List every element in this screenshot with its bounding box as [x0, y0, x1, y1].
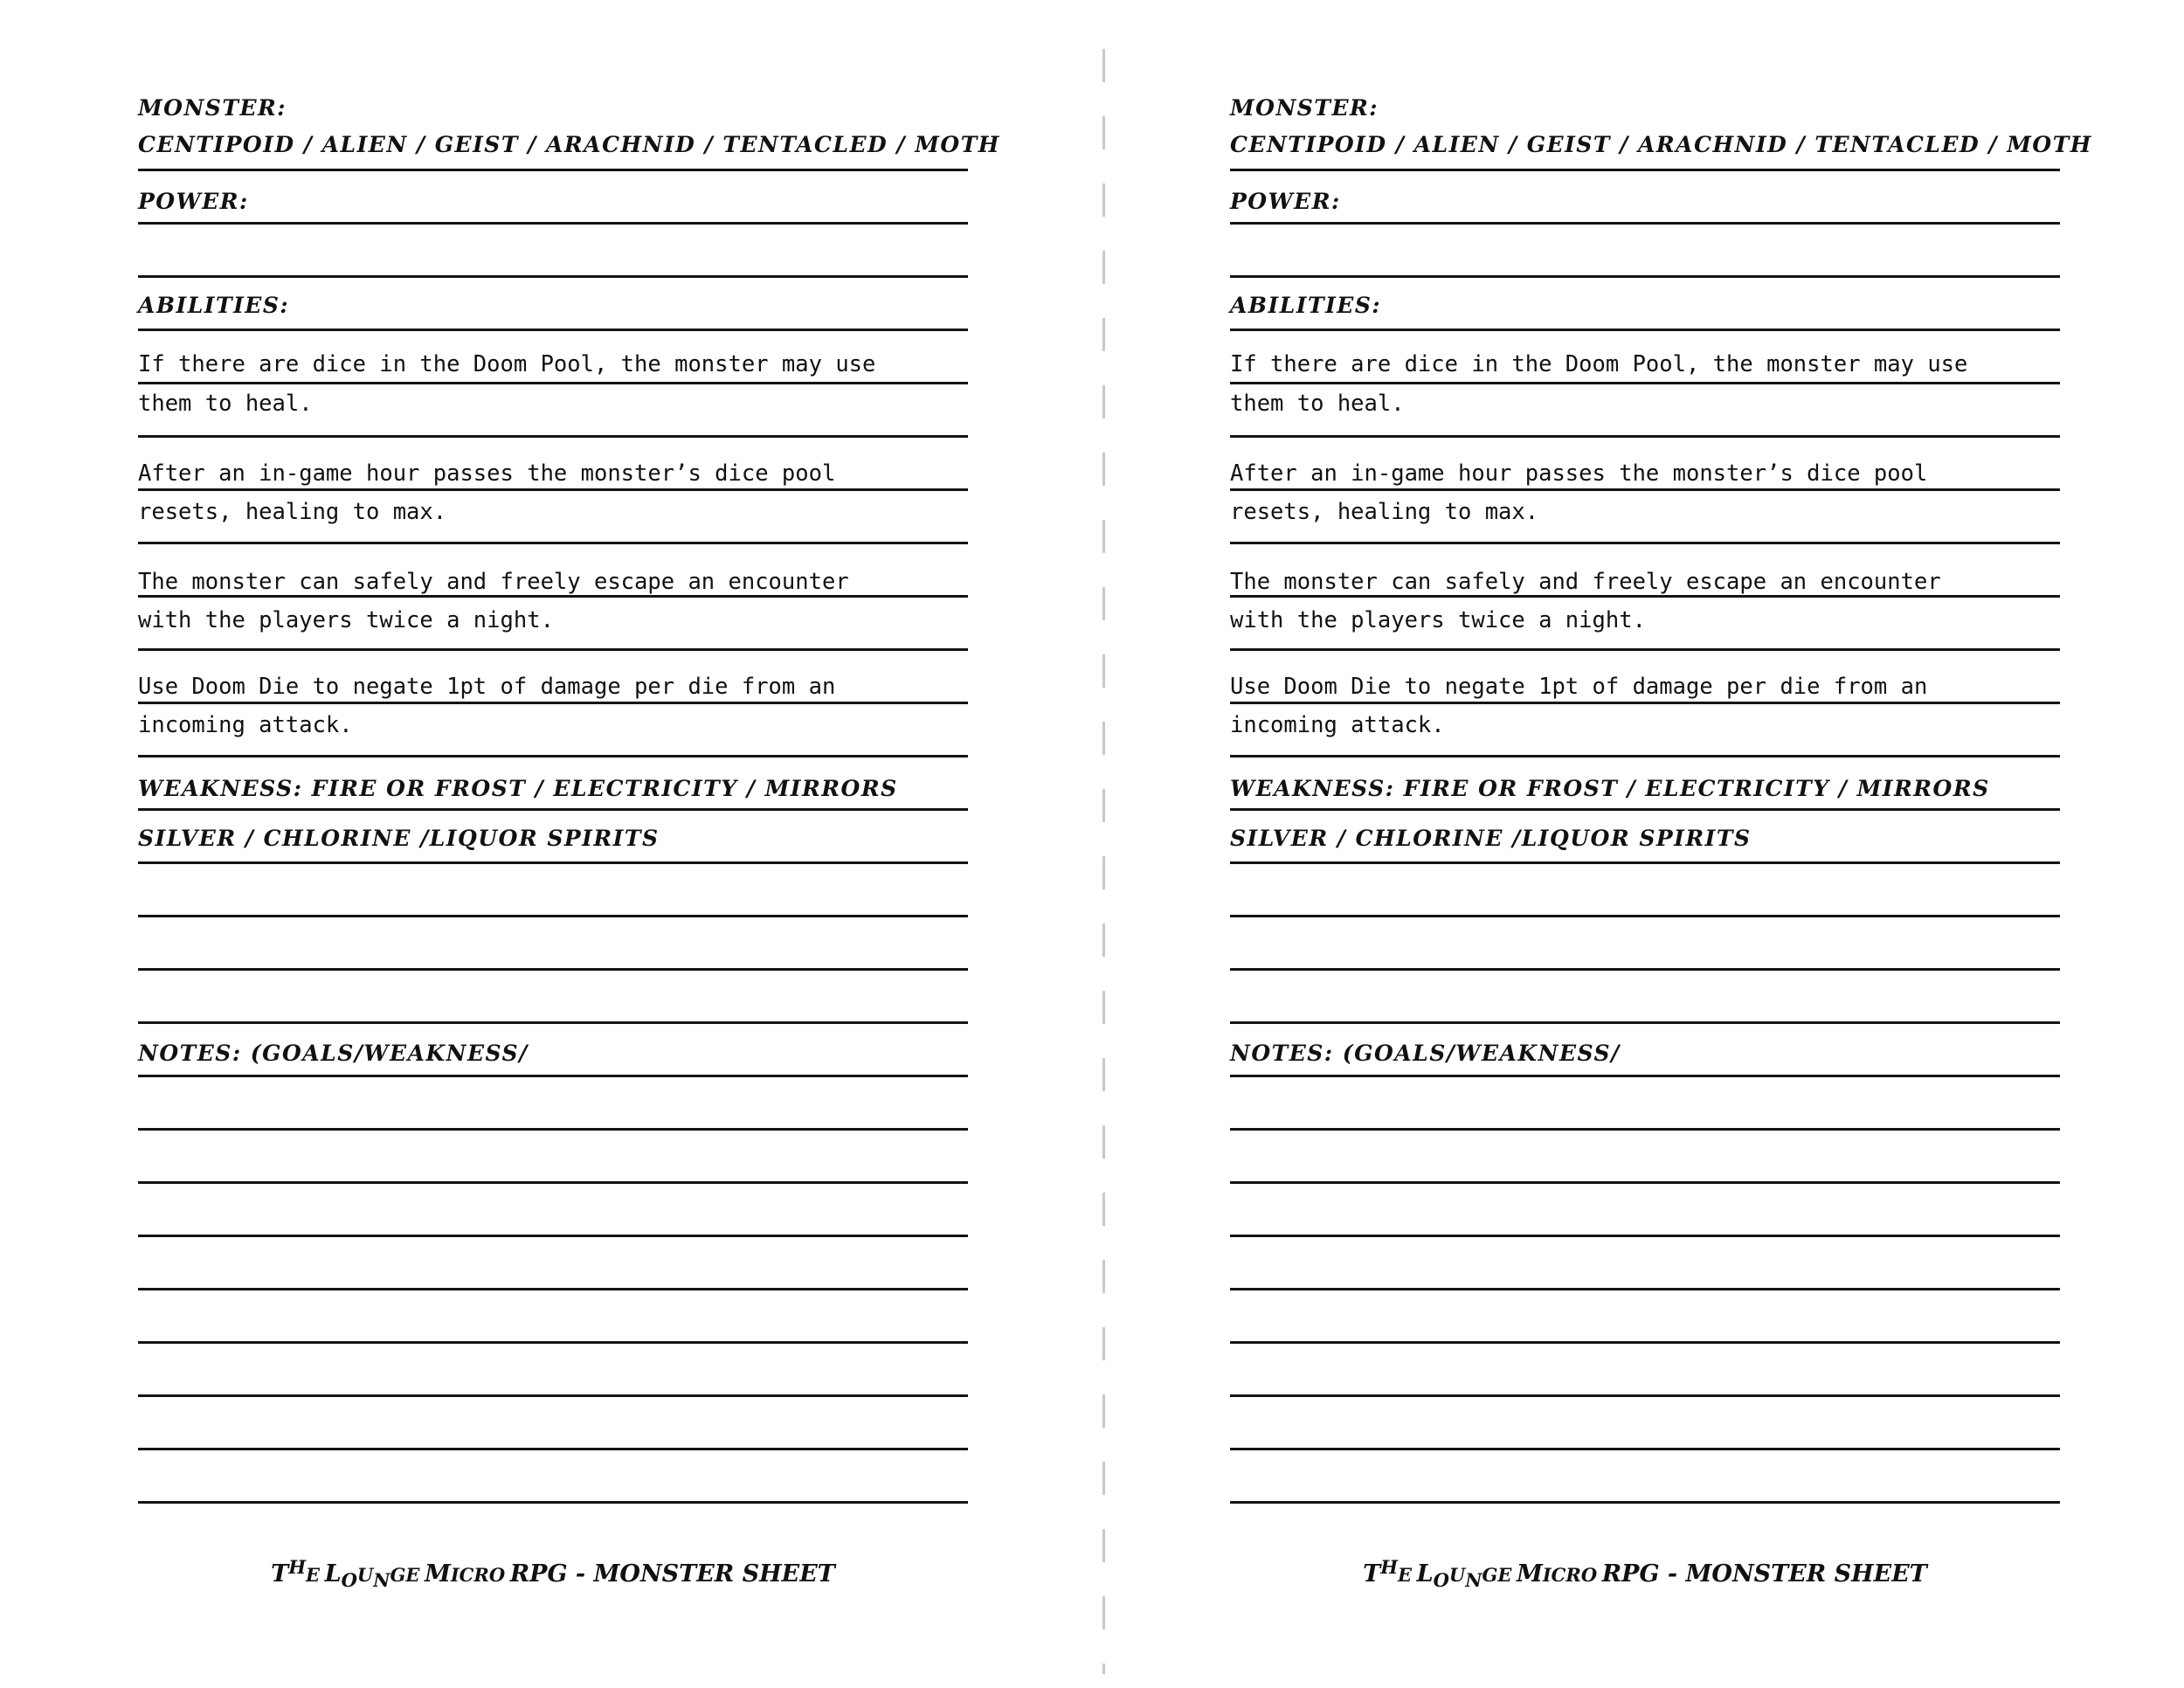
monster-label: MONSTER: — [138, 95, 287, 121]
rule-line — [138, 915, 968, 917]
rule-line — [138, 275, 968, 278]
rule-line — [138, 861, 968, 864]
rule-line — [138, 542, 968, 544]
rule-line — [138, 595, 968, 598]
notes-label: NOTES: (GOALS/WEAKNESS/ — [1230, 1041, 1621, 1066]
rule-line — [138, 968, 968, 971]
rule-line — [1230, 808, 2060, 811]
ability-2-line-2: resets, healing to max. — [1230, 499, 1539, 525]
rule-line — [1230, 968, 2060, 971]
monster-types: CENTIPOID / ALIEN / GEIST / ARACHNID / TENTACLED / MOTH — [138, 132, 1000, 157]
ability-4-line-1: Use Doom Die to negate 1pt of damage per die from an — [138, 674, 836, 700]
footer-title: THE LOUNGE MICRO RPG - MONSTER SHEET — [271, 1556, 835, 1591]
rule-line — [138, 1021, 968, 1024]
rule-line — [1230, 329, 2060, 331]
rule-line — [1230, 488, 2060, 491]
ability-4-line-1: Use Doom Die to negate 1pt of damage per die from an — [1230, 674, 1928, 700]
ability-4-line-2: incoming attack. — [1230, 712, 1445, 738]
rule-line — [138, 435, 968, 438]
rule-line — [138, 1181, 968, 1184]
rule-line — [138, 1075, 968, 1077]
ability-3-line-1: The monster can safely and freely escape an encounter — [1230, 569, 1941, 595]
rule-line — [138, 1288, 968, 1290]
rule-line — [1230, 915, 2060, 917]
rule-line — [138, 648, 968, 651]
weakness-line-2: SILVER / CHLORINE /LIQUOR SPIRITS — [1230, 826, 1752, 851]
rule-line — [138, 1394, 968, 1397]
ability-1-line-1: If there are dice in the Doom Pool, the monster may use — [1230, 351, 1968, 377]
ability-3-line-2: with the players twice a night. — [1230, 607, 1646, 633]
rule-line — [1230, 1075, 2060, 1077]
rule-line — [1230, 275, 2060, 278]
rule-line — [1230, 1288, 2060, 1290]
rule-line — [1230, 1181, 2060, 1184]
ability-2-line-1: After an in-game hour passes the monster’s dice pool — [138, 460, 836, 487]
rule-line — [1230, 542, 2060, 544]
ability-3-line-2: with the players twice a night. — [138, 607, 554, 633]
rule-line — [1230, 861, 2060, 864]
ability-1-line-1: If there are dice in the Doom Pool, the monster may use — [138, 351, 876, 377]
abilities-label: ABILITIES: — [1230, 293, 1382, 318]
footer-title: THE LOUNGE MICRO RPG - MONSTER SHEET — [1363, 1556, 1927, 1591]
rule-line — [138, 1448, 968, 1450]
rule-line — [1230, 595, 2060, 598]
rule-line — [1230, 169, 2060, 171]
rule-line — [138, 755, 968, 758]
monster-sheet-right — [1230, 0, 2092, 1688]
rule-line — [138, 702, 968, 704]
rule-line — [138, 329, 968, 331]
rule-line — [1230, 702, 2060, 704]
rule-line — [1230, 1341, 2060, 1344]
power-label: POWER: — [138, 189, 249, 214]
rule-line — [1230, 1501, 2060, 1504]
rule-line — [138, 1501, 968, 1504]
rule-line — [1230, 648, 2060, 651]
rule-line — [138, 808, 968, 811]
abilities-label: ABILITIES: — [138, 293, 290, 318]
rule-line — [138, 1341, 968, 1344]
rule-line — [138, 1235, 968, 1237]
fold-divider — [1102, 49, 1105, 1674]
rule-line — [138, 169, 968, 171]
notes-label: NOTES: (GOALS/WEAKNESS/ — [138, 1041, 529, 1066]
monster-label: MONSTER: — [1230, 95, 1379, 121]
weakness-line-2: SILVER / CHLORINE /LIQUOR SPIRITS — [138, 826, 660, 851]
rule-line — [138, 382, 968, 384]
monster-types: CENTIPOID / ALIEN / GEIST / ARACHNID / TENTACLED / MOTH — [1230, 132, 2092, 157]
rule-line — [138, 1128, 968, 1131]
weakness-line-1: WEAKNESS: FIRE OR FROST / ELECTRICITY / MIRRORS — [1230, 776, 1990, 801]
weakness-line-1: WEAKNESS: FIRE OR FROST / ELECTRICITY / MIRRORS — [138, 776, 898, 801]
rule-line — [1230, 1448, 2060, 1450]
rule-line — [1230, 1128, 2060, 1131]
ability-3-line-1: The monster can safely and freely escape an encounter — [138, 569, 849, 595]
rule-line — [1230, 382, 2060, 384]
ability-1-line-2: them to heal. — [1230, 391, 1405, 417]
rule-line — [1230, 1235, 2060, 1237]
ability-2-line-1: After an in-game hour passes the monster’s dice pool — [1230, 460, 1928, 487]
rule-line — [1230, 755, 2060, 758]
power-label: POWER: — [1230, 189, 1341, 214]
rule-line — [1230, 1394, 2060, 1397]
rule-line — [1230, 1021, 2060, 1024]
rule-line — [1230, 222, 2060, 225]
monster-sheet-left — [138, 0, 1000, 1688]
rule-line — [138, 488, 968, 491]
rule-line — [1230, 435, 2060, 438]
ability-1-line-2: them to heal. — [138, 391, 313, 417]
ability-4-line-2: incoming attack. — [138, 712, 353, 738]
rule-line — [138, 222, 968, 225]
ability-2-line-2: resets, healing to max. — [138, 499, 447, 525]
